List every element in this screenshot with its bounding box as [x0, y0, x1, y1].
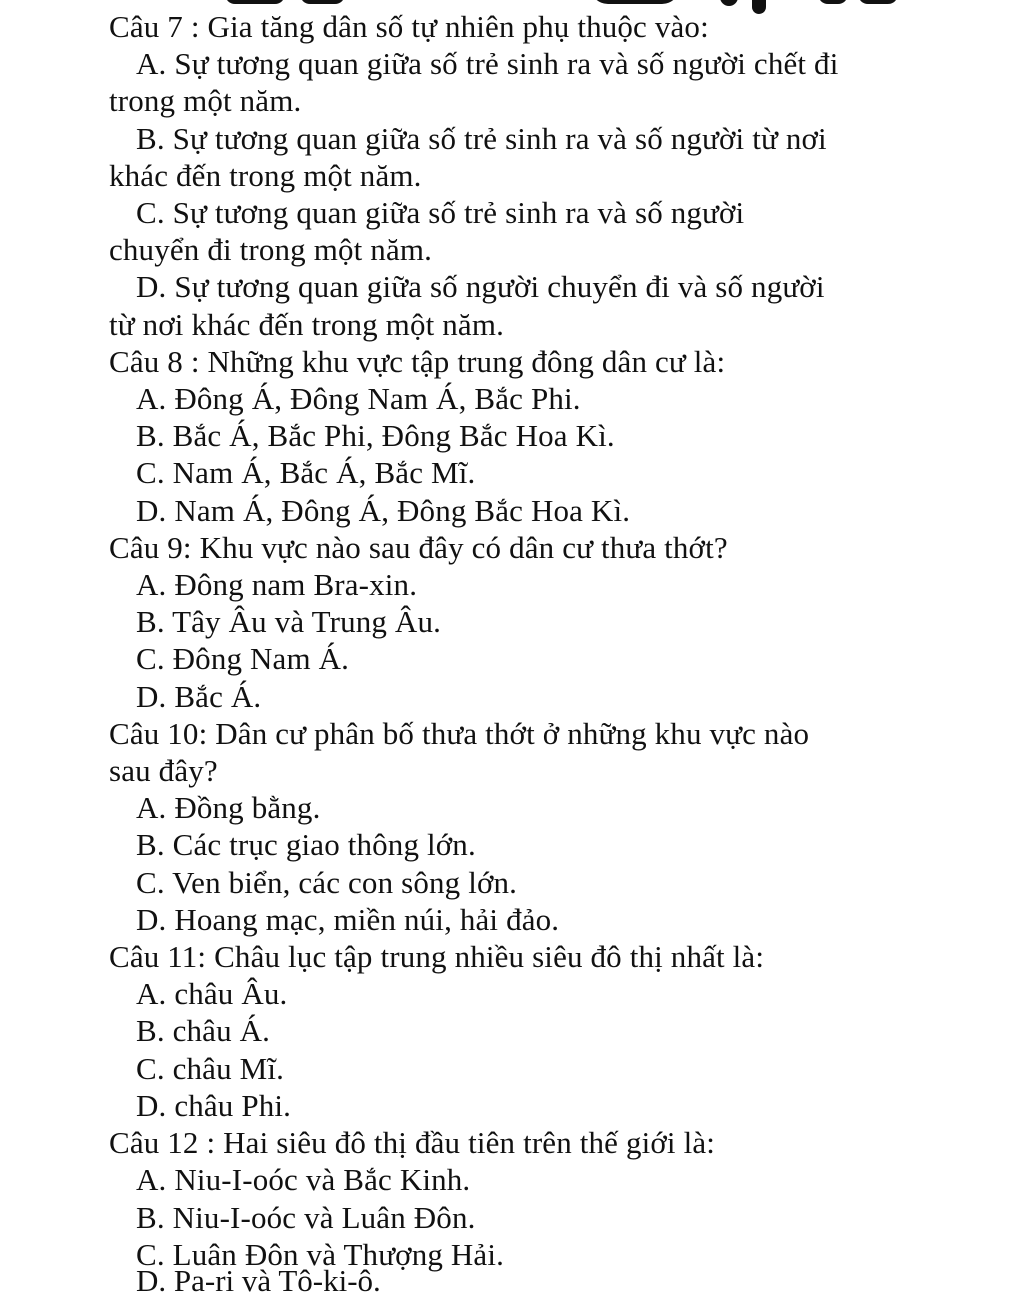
option-a: A. châu Âu. [136, 976, 288, 1012]
question-9 [0, 529, 1024, 715]
question-11 [0, 938, 1024, 1124]
option-c-continued: chuyển đi trong một năm. [109, 232, 433, 268]
top-edge-mark [818, 0, 848, 4]
question-10 [0, 715, 1024, 938]
option-a: A. Sự tương quan giữa số trẻ sinh ra và số người chết đi [136, 46, 839, 82]
option-d-continued: từ nơi khác đến trong một năm. [109, 306, 504, 342]
question-title: Câu 10: Dân cư phân bố thưa thớt ở những khu vực nào [109, 715, 810, 751]
question-title: Câu 8 : Những khu vực tập trung đông dân cư là: [109, 343, 726, 379]
option-b: B. Sự tương quan giữa số trẻ sinh ra và số người từ nơi [136, 120, 827, 156]
top-edge-mark [300, 0, 345, 4]
option-b: B. Niu-I-oóc và Luân Đôn. [136, 1199, 476, 1235]
top-edge-mark [858, 0, 898, 4]
question-title: Câu 12 : Hai siêu đô thị đầu tiên trên thế giới là: [109, 1125, 716, 1161]
question-title-continued: sau đây? [109, 753, 218, 789]
option-c: C. Nam Á, Bắc Á, Bắc Mĩ. [136, 455, 476, 491]
question-12 [0, 1124, 1024, 1273]
quiz-content [0, 8, 1024, 1273]
top-edge-mark [720, 0, 738, 6]
top-edge-mark [225, 0, 285, 4]
option-b: B. châu Á. [136, 1013, 271, 1049]
option-d: D. Nam Á, Đông Á, Đông Bắc Hoa Kì. [136, 492, 631, 528]
question-7 [0, 8, 1024, 343]
option-c: C. Ven biển, các con sông lớn. [136, 864, 518, 900]
option-d: D. Bắc Á. [136, 678, 262, 714]
question-title: Câu 7 : Gia tăng dân số tự nhiên phụ thuộc vào: [109, 9, 709, 44]
question-title: Câu 11: Châu lục tập trung nhiều siêu đô thị nhất là: [109, 939, 765, 975]
option-b: B. Bắc Á, Bắc Phi, Đông Bắc Hoa Kì. [136, 418, 615, 454]
question-8 [0, 343, 1024, 529]
option-d: D. châu Phi. [136, 1087, 292, 1123]
option-c: C. Sự tương quan giữa số trẻ sinh ra và số người [136, 195, 745, 231]
option-b: B. Tây Âu và Trung Âu. [136, 604, 442, 640]
option-d: D. Sự tương quan giữa số người chuyển đi và số người [136, 269, 825, 305]
question-title: Câu 9: Khu vực nào sau đây có dân cư thưa thớt? [109, 529, 728, 565]
option-d-cut-off: D. Pa-ri và Tô-ki-ô. [136, 1263, 381, 1298]
option-a-continued: trong một năm. [109, 83, 302, 119]
option-a: A. Đông nam Bra-xin. [136, 567, 418, 603]
option-c: C. Luân Đôn và Thượng Hải. [136, 1236, 504, 1272]
option-d: D. Hoang mạc, miền núi, hải đảo. [136, 901, 560, 937]
option-b-continued: khác đến trong một năm. [109, 157, 422, 193]
option-b: B. Các trục giao thông lớn. [136, 827, 476, 863]
option-c: C. Đông Nam Á. [136, 641, 350, 677]
option-a: A. Đồng bằng. [136, 790, 321, 826]
option-a: A. Đông Á, Đông Nam Á, Bắc Phi. [136, 381, 581, 417]
top-edge-mark [590, 0, 680, 4]
option-c: C. châu Mĩ. [136, 1050, 285, 1086]
option-a: A. Niu-I-oóc và Bắc Kinh. [136, 1162, 471, 1198]
